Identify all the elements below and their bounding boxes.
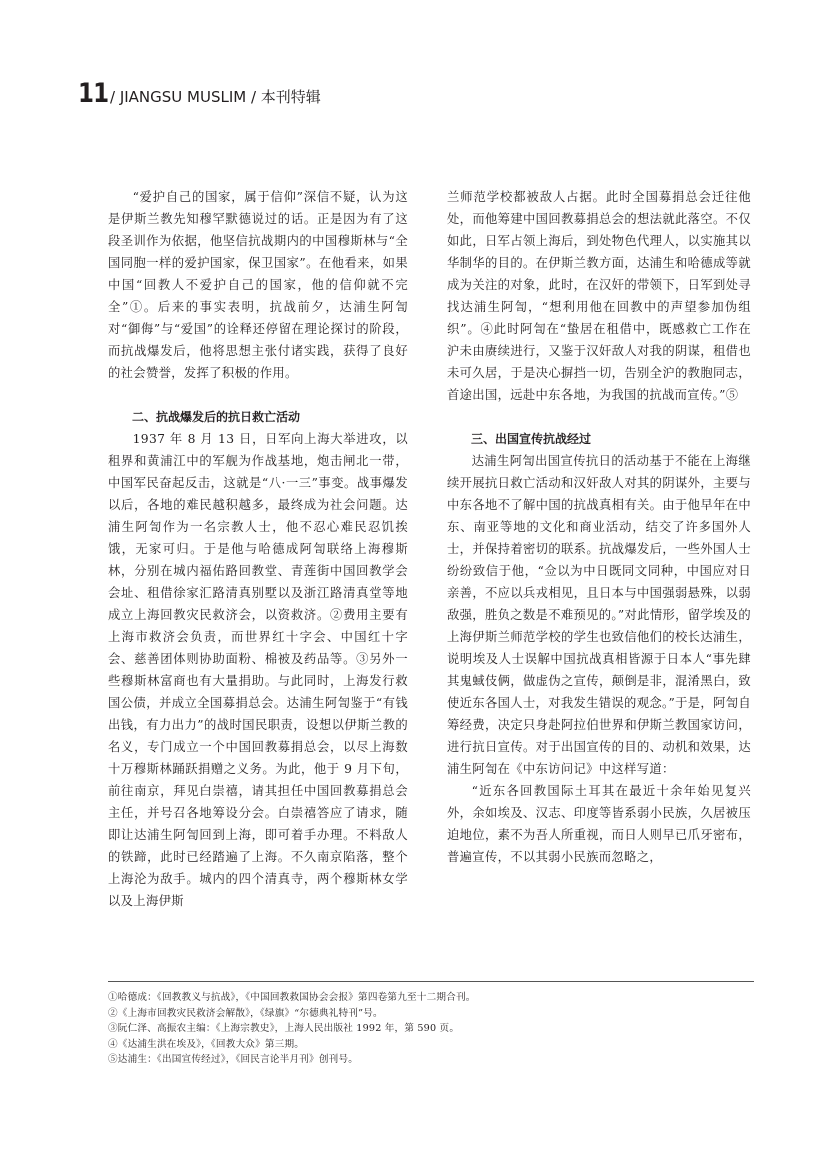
right-paragraph-2: 达浦生阿訇出国宣传抗日的活动基于不能在上海继续开展抗日救亡活动和汉奸敌人对其的阴谋外，主要与中东各地不了解中国的抗战真相有关。由于他早年在中东、南亚等地的文化和商业活动，结交了许多国外人士，并保持着密切的联系。抗战爆发后，一些外国人士纷纷致信于他，“佥以为中日既同文同种，中国应对日亲善，不应以兵戎相见，且日本与中国强弱悬殊，以弱敌强，胜负之数是不难预见的。”对此情形，留学埃及的上海伊斯兰师范学校的学生也致信他们的校长达浦生，说明埃及人士误解中国抗战真相皆源于日本人“事先肆其鬼蜮伎俩，做虚伪之宣传，颠倒是非，混淆黑白，致使近东各国人士，对我发生错误的观念。”于是，阿訇自筹经费，决定只身赴阿拉伯世界和伊斯兰教国家访问，进行抗日宣传。对于出国宣传的目的、动机和效果，达浦生阿訇在《中东访问记》中这样写道：	[447, 454, 752, 776]
section-heading-2: 二、抗战爆发后的抗日救亡活动	[132, 410, 301, 424]
footnote-divider	[108, 981, 754, 982]
running-title: / JIANGSU MUSLIM / 本刊特辑	[110, 88, 321, 106]
footnote-2: ②《上海市回教灾民救济会解散》，《绿旗》“尔德典礼特刊”号。	[108, 1007, 383, 1019]
quote-paragraph: “近东各回教国际土耳其在最近十余年始见复兴外，余如埃及、汉志、印度等皆系弱小民族，久居被压迫地位，素不为吾人所重视，而日人则早已爪牙密布，普遍宣传，不以其弱小民族而忽略之，	[447, 784, 751, 864]
footnote-4: ④《达浦生洪在埃及》，《回教大众》第三期。	[108, 1038, 305, 1050]
footnote-3: ③阮仁泽、高振农主编：《上海宗教史》，上海人民出版社 1992 年，第 590 页。	[108, 1023, 460, 1034]
right-column	[447, 186, 751, 868]
left-paragraph-1: “爱护自己的国家，属于信仰”深信不疑，认为这是伊斯兰教先知穆罕默德说过的话。正是因为有了这段圣训作为依据，他坚信抗战期内的中国穆斯林与“全国同胞一样的爱护国家，保卫国家”。在他看来，如果中国“回教人不爱护自己的国家，他的信仰就不完全”①。后来的事实表明，抗战前夕，达浦生阿訇对“御侮”与“爱国”的诠释还停留在理论探讨的阶段，而抗战爆发后，他将思想主张付诸实践，获得了良好的社会赞誉，发挥了积极的作用。	[108, 190, 408, 380]
footnote-5: ⑤达浦生：《出国宣传经过》，《回民言论半月刊》创刊号。	[108, 1054, 359, 1065]
section-heading-3: 三、出国宣传抗战经过	[471, 432, 592, 446]
left-column	[108, 186, 408, 912]
footnotes	[108, 990, 754, 1068]
right-paragraph-1: 兰师范学校都被敌人占据。此时全国募捐总会迁往他处，而他筹建中国回教募捐总会的想法就此落空。不仅如此，日军占领上海后，到处物色代理人，以实施其以华制华的目的。在伊斯兰教方面，达浦生和哈德成等就成为关注的对象，此时，在汉奸的带领下，日军到处寻找达浦生阿訇，“想利用他在回教中的声望参加伪组织”。④此时阿訇在“蛰居在租借中，既感救亡工作在沪未由赓续进行，又鉴于汉奸敌人对我的阴谋，租借也未可久居，于是决心摒挡一切，告别全沪的教胞同志，首途出国，远赴中东各地，为我国的抗战而宣传。”⑤	[447, 190, 751, 402]
footnote-1: ①哈德成：《回教教义与抗战》，《中国回教救国协会会报》第四卷第九至十二期合刊。	[108, 992, 476, 1003]
page-number: 11	[78, 78, 109, 109]
page-header	[78, 78, 321, 108]
left-paragraph-2: 1937 年 8 月 13 日，日军向上海大举进攻，以租界和黄浦江中的军舰为作战基地，炮击闸北一带，中国军民奋起反击，这就是“八·一三”事变。战事爆发以后，各地的难民越积越多，最终成为社会问题。达浦生阿訇作为一名宗教人士，他不忍心难民忍饥挨饿，无家可归。于是他与哈德成阿訇联络上海穆斯林，分别在城内福佑路回教堂、青莲街中国回教学会会址、租借徐家汇路清真别墅以及浙江路清真堂等地成立上海回教灾民救济会，以资救济。②费用主要有上海市救济会负责，而世界红十字会、中国红十字会、慈善团体则协助面粉、棉被及药品等。③另外一些穆斯林富商也有大量捐助。与此同时，上海发行救国公债，并成立全国募捐总会。达浦生阿訇鉴于“有钱出钱，有力出力”的战时国民职责，设想以伊斯兰教的名义，专门成立一个中国回教募捐总会，以尽上海数十万穆斯林踊跃捐赠之义务。为此，他于 9 月下旬，前往南京，拜见白崇禧，请其担任中国回教募捐总会主任，并号召各地筹设分会。白崇禧答应了请求，随即让达浦生阿訇回到上海，即可着手办理。不料敌人的铁蹄，此时已经踏遍了上海。不久南京陷落，整个上海沦为敌手。城内的四个清真寺，两个穆斯林女学以及上海伊斯	[108, 432, 408, 908]
